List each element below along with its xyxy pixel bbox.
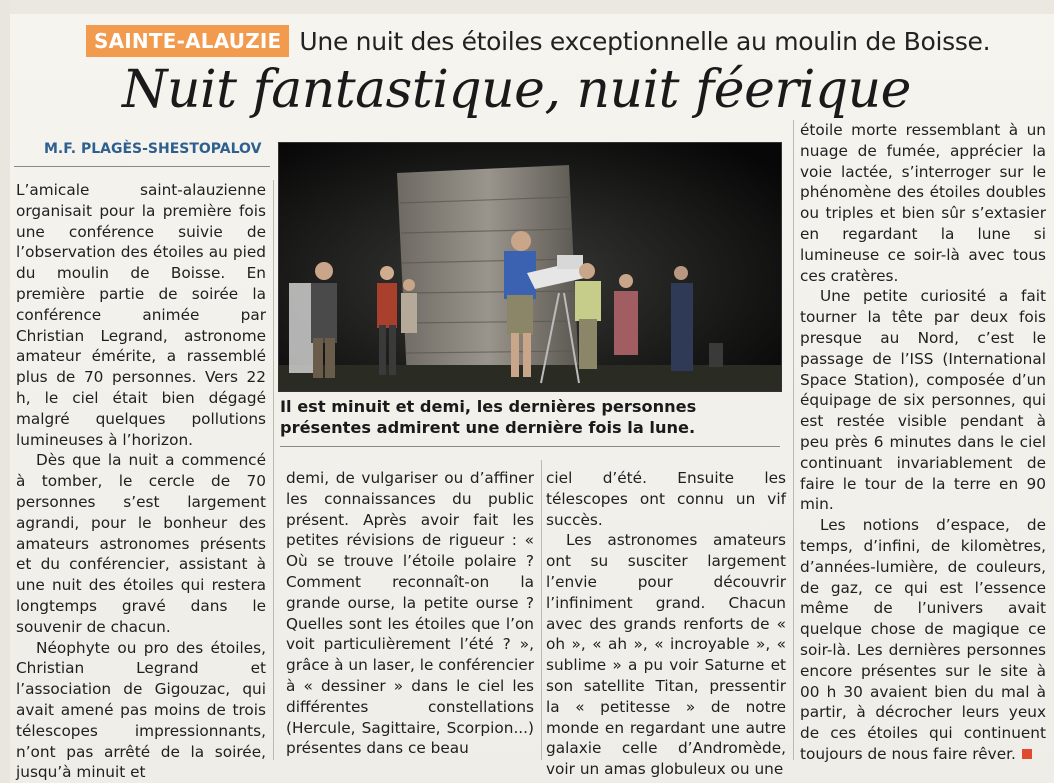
paragraph: ciel d’été. Ensuite les télescopes ont connu un vif succès. [546,469,786,529]
paragraph: demi, de vulgariser ou d’affiner les connaissances du public présent. Après avoir fait les petites révisions de rigueur : « Où se trouve l’étoile polaire ? Comment reconnaît-on la grande ourse, la petite ourse ? Quelles sont les étoiles que l’on voit particulièrement l’été ? », grâce à un laser, le conférencier à « dessiner » dans le ciel les différentes constellations (Hercule, Sagittaire, Scorpion...) présentes dans ce beau [286,469,534,758]
previous-page-edge [0,0,1054,14]
column-divider [793,120,794,760]
paragraph: Les notions d’espace, de temps, d’infini, de kilomètres, d’années-lumière, de couleurs, de gaz, ce qui est l’essence même de l’univers avait quelque chose de magique ce soir-là. Les dernières personnes encore présentes sur le site à 00 h 30 avaient bien du mal à partir, à décrocher leurs yeux de ces étoiles qui continuent toujours de nous faire rêver. [800,516,1046,763]
paragraph: L’amicale saint-alauzienne organisait pour la première fois une conférence suivie de l’observation des étoiles au pied du moulin de Boisse. En première partie de soirée la conférence animée par Christian Legrand, astronome amateur émérite, a rassemblé plus de 70 personnes. Vers 22 h, le ciel était bien dégagé malgré quelques pollutions lumineuses à l’horizon. [16,181,266,449]
article-column-4 [800,120,1046,765]
column-divider [541,460,542,760]
end-of-article-mark [1022,749,1032,759]
article-column-1 [16,180,266,783]
event-photo [278,142,782,392]
headline: Nuit fantastique, nuit féerique [122,60,911,120]
caption-divider [280,446,780,447]
article-column-3 [546,468,786,780]
paragraph: Dès que la nuit a commencé à tomber, le cercle de 70 personnes s’est largement agrandi, pour le bonheur des amateurs astronomes présents et du conférencier, assistant à une nuit des étoiles qui restera longtemps gravé dans le souvenir de chacun. [16,451,266,636]
paragraph: Les astronomes amateurs ont su susciter largement l’envie pour découvrir l’infiniment grand. Chacun avec des grands renforts de « oh », « ah », « incroyable », « sublime » a pu voir Saturne et son satellite Titan, pressentir la « petitesse » de notre monde en regardant une autre galaxie celle d’Andromède, voir un amas globuleux ou une [546,531,786,779]
kicker-line [86,24,990,58]
paragraph: Néophyte ou pro des étoiles, Christian Legrand et l’association de Gigouzac, qui avait amené pas moins de trois télescopes impressionnants, n’ont pas arrêté de la soirée, jusqu’à minuit et [16,638,266,782]
byline: M.F. PLAGÈS-SHESTOPALOV [44,141,262,157]
location-tag: SAINTE-ALAUZIE [86,25,289,57]
photo-caption: Il est minuit et demi, les dernières personnes présentes admirent une dernière fois la lune. [280,397,697,437]
page-gutter [0,0,10,783]
article-column-2 [286,468,534,759]
paragraph: étoile morte ressemblant à un nuage de fumée, apprécier la voie lactée, s’interroger sur le phénomène des étoiles doubles ou triples et bien sûr s’extasier en regardant la lune si lumineuse ce soir-là avec tous ces cratères. [800,121,1046,285]
paragraph: Une petite curiosité a fait tourner la tête par deux fois presque au Nord, c’est le passage de l’ISS (International Space Station), composée d’un équipage de six personnes, qui est restée visible pendant à peu près 6 minutes dans le ciel continuant invariablement de faire le tour de la terre en 90 min. [800,287,1046,514]
column-divider [273,180,274,760]
byline-divider [14,166,270,167]
photo-illustration [279,143,781,391]
kicker-subtitle: Une nuit des étoiles exceptionnelle au moulin de Boisse. [299,26,991,56]
